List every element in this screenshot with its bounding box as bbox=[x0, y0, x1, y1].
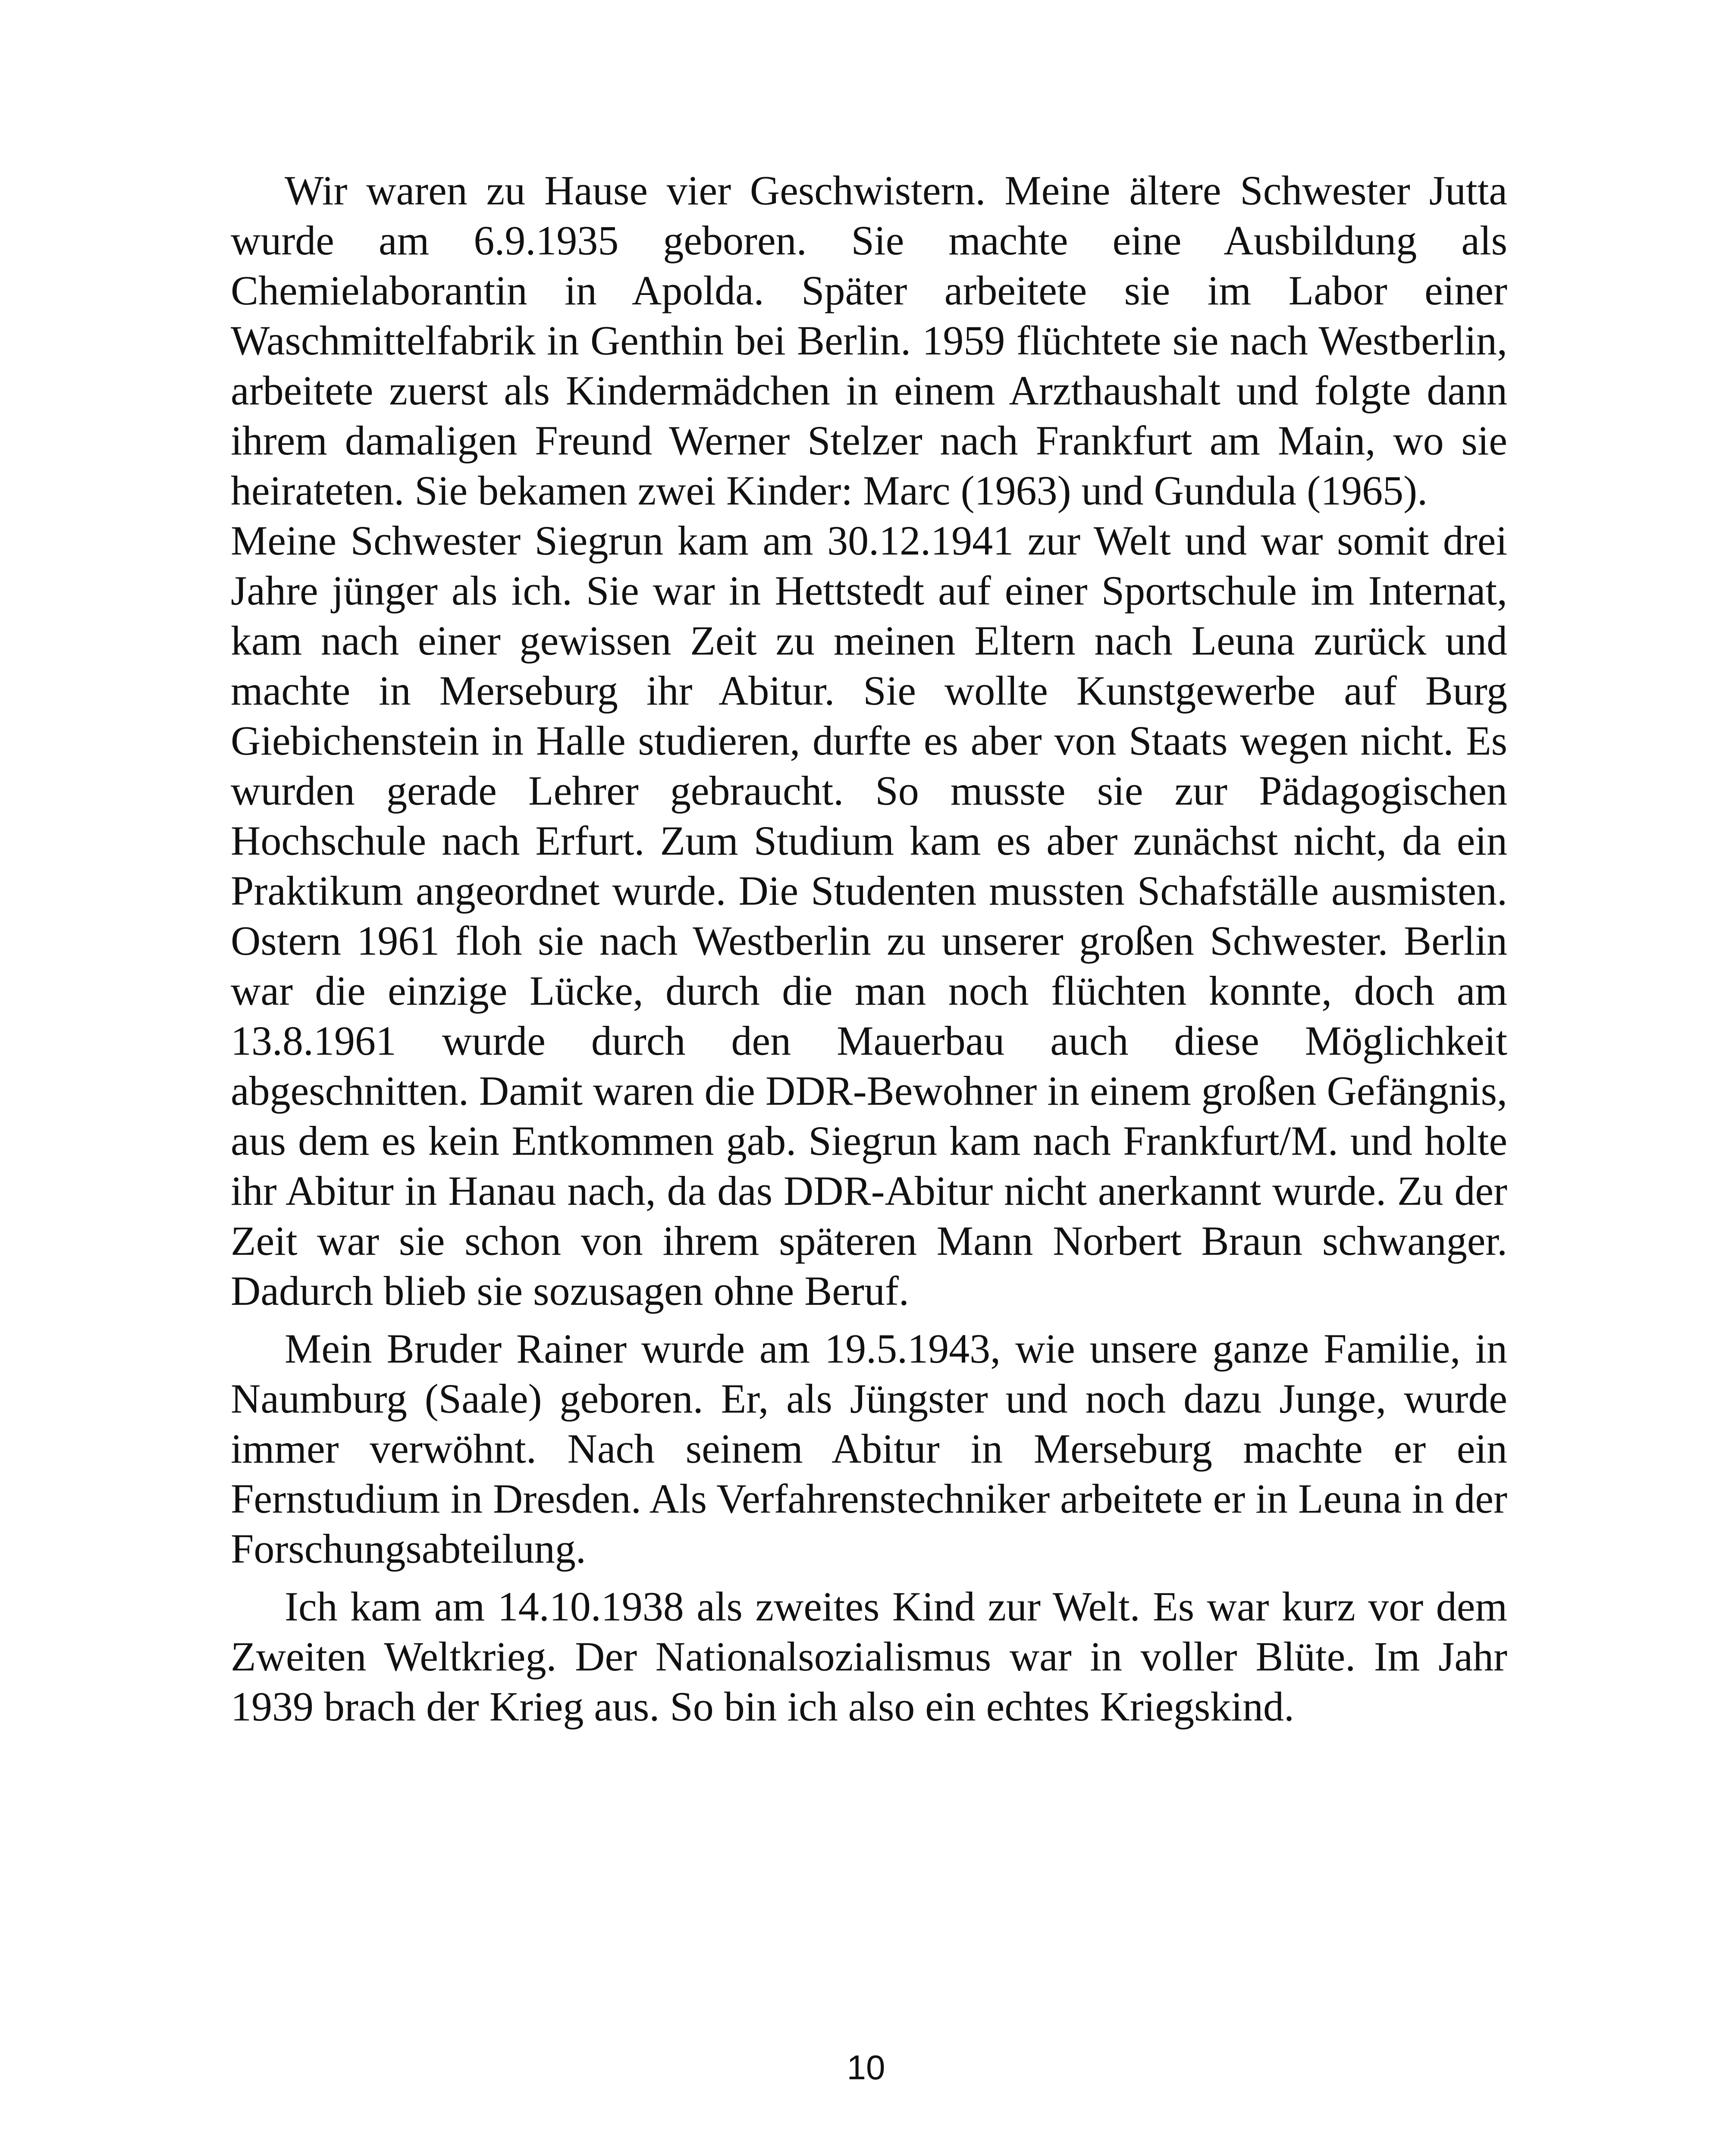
paragraph-rainer: Mein Bruder Rainer wurde am 19.5.1943, wie unsere ganze Familie, in Naumburg (Saale) geboren. Er, als Jüngster und noch dazu Junge, wurde immer verwöhnt. Nach seinem Abitur in Merseburg machte er ein Fernstudium in Dresden. Als Verfahrenstechniker arbeitete er in Leuna in der Forschungsabteilung. bbox=[231, 1326, 1507, 1572]
paragraph-jutta: Wir waren zu Hause vier Geschwistern. Meine ältere Schwester Jutta wurde am 6.9.1935 geboren. Sie machte eine Ausbildung als Chemielaborantin in Apolda. Später arbeitete sie im Labor einer Waschmittelfabrik in Genthin bei Berlin. 1959 flüchtete sie nach Westberlin, arbeitete zuerst als Kindermädchen in einem Arzthaushalt und folgte dann ihrem damaligen Freund Werner Stelzer nach Frankfurt am Main, wo sie heirateten. Sie bekamen zwei Kinder: Marc (1963) und Gundula (1965). bbox=[231, 167, 1507, 514]
paragraph-siegrun: Meine Schwester Siegrun kam am 30.12.1941 zur Welt und war somit drei Jahre jünger als ich. Sie war in Hettstedt auf einer Sportschule im Internat, kam nach einer gewissen Zeit zu meinen Eltern nach Leuna zurück und machte in Merseburg ihr Abitur. Sie wollte Kunstgewerbe auf Burg Giebichenstein in Halle studieren, durfte es aber von Staats wegen nicht. Es wurden gerade Lehrer gebraucht. So musste sie zur Pädagogischen Hochschule nach Erfurt. Zum Studium kam es aber zunächst nicht, da ein Praktikum angeordnet wurde. Die Studenten mussten Schafställe ausmisten. Ostern 1961 floh sie nach Westberlin zu unserer großen Schwester. Berlin war die einzige Lücke, durch die man noch flüchten konnte, doch am 13.8.1961 wurde durch den Mauerbau auch diese Möglichkeit abgeschnitten. Damit waren die DDR-Bewohner in einem großen Gefängnis, aus dem es kein Entkommen gab. Siegrun kam nach Frankfurt/M. und holte ihr Abitur in Hanau nach, da das DDR-Abitur nicht anerkannt wurde. Zu der Zeit war sie schon von ihrem späteren Mann Norbert Braun schwanger. Dadurch blieb sie sozusagen ohne Beruf. bbox=[231, 517, 1507, 1314]
paragraph-author: Ich kam am 14.10.1938 als zweites Kind zur Welt. Es war kurz vor dem Zweiten Weltkrieg. Der Nationalsozialismus war in voller Blüte. Im Jahr 1939 brach der Krieg aus. So bin ich also ein echtes Kriegskind. bbox=[231, 1583, 1507, 1730]
page-number: 10 bbox=[847, 2048, 885, 2087]
body-text bbox=[231, 166, 1507, 1732]
